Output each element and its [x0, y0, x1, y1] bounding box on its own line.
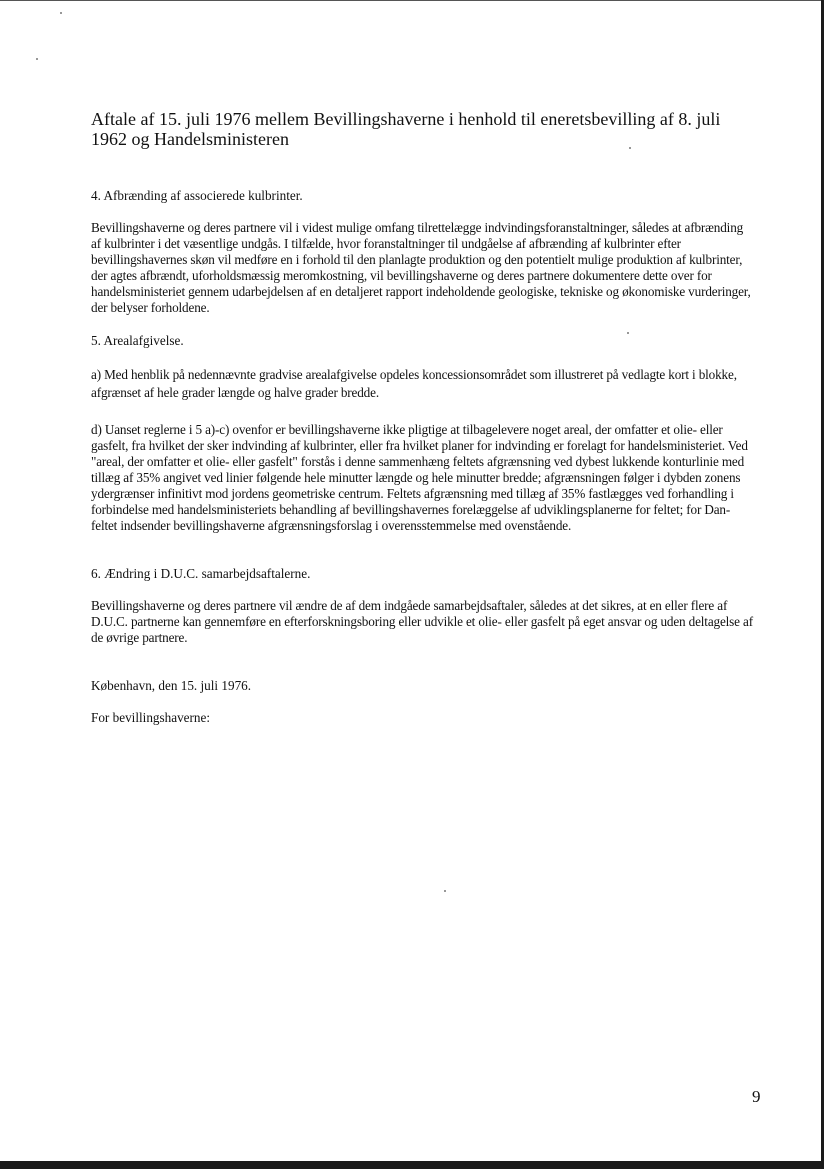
- section-5-heading: 5. Arealafgivelse.: [91, 333, 184, 348]
- section-4-heading: 4. Afbrænding af associerede kulbrinter.: [91, 188, 303, 203]
- scan-speck: [60, 12, 62, 14]
- place-date: København, den 15. juli 1976.: [91, 678, 252, 693]
- scan-speck: [36, 58, 38, 60]
- signature-label: For bevillingshaverne:: [91, 710, 211, 725]
- section-4-body: Bevillingshaverne og deres partnere vil i videst mulige omfang tilrettelægge indvindingsforanstaltninger, således at afbrænding af kulbrinter i det væsentlige undgås. I tilfælde, hvor foranstaltninger til undgåelse af afbrænding af kulbrinter efter bevillingshavernes skøn vil medføre en i forhold til den planlagte produktion og den potentielt mulige produktion af kulbrinter, der agtes afbrændt, uforholdsmæssig meromkostning, vil bevillingshaverne og deres partnere dokumentere dette over for handelsministeriet gennem udarbejdelsen af en detaljeret rapport indeholdende geologiske, tekniske og økonomiske vurderinger, der belyser forholdene.: [91, 220, 751, 315]
- section-6-body: Bevillingshaverne og deres partnere vil ændre de af dem indgåede samarbejdsaftaler, således at det sikres, at en eller flere af D.U.C. partnerne kan gennemføre en efterforskningsboring eller udvikle et olie- eller gasfelt på eget ansvar og uden deltagelse af de øvrige partnere.: [91, 598, 753, 645]
- scan-edge-top: [0, 0, 824, 1]
- scan-edge-bottom: [0, 1161, 824, 1169]
- scan-speck: [444, 890, 446, 892]
- title-line-1: Aftale af 15. juli 1976 mellem Bevillingshaverne i henhold til eneretsbevilling af 8. juli: [91, 109, 721, 129]
- page-number: 9: [752, 1087, 761, 1106]
- section-5-para-a: a) Med henblik på nedennævnte gradvise arealafgivelse opdeles koncessionsområdet som illustreret på vedlagte kort i blokke, afgrænset af hele grader længde og halve grader bredde.: [91, 367, 737, 400]
- section-5-para-d: d) Uanset reglerne i 5 a)-c) ovenfor er bevillingshaverne ikke pligtige at tilbagelevere noget areal, der omfatter et olie- eller gasfelt, fra hvilket der sker indvinding af kulbrinter, eller fra hvilket planer for indvinding er forelagt for handelsministeriet. Ved "areal, der omfatter et olie- eller gasfelt" forstås i denne sammenhæng feltets afgrænsning ved dybest lukkende konturlinie med tillæg af 35% angivet ved linier følgende hele minutter længde og hele minutter bredde; afgrænsningen følger i dybden zonens ydergrænser infinitivt mod jordens geometriske centrum. Feltets afgrænsning med tillæg af 35% fastlægges ved forhandling i forbindelse med handelsministeriets behandling af bevillingshavernes forelæggelse af udviklingsplanerne for feltet; for Dan-feltet indsender bevillingshaverne afgrænsningsforslag i overensstemmelse med ovenstående.: [91, 422, 748, 533]
- title-line-2: 1962 og Handelsministeren: [91, 129, 289, 149]
- section-6-heading: 6. Ændring i D.U.C. samarbejdsaftalerne.: [91, 566, 311, 581]
- document-title: [91, 109, 756, 149]
